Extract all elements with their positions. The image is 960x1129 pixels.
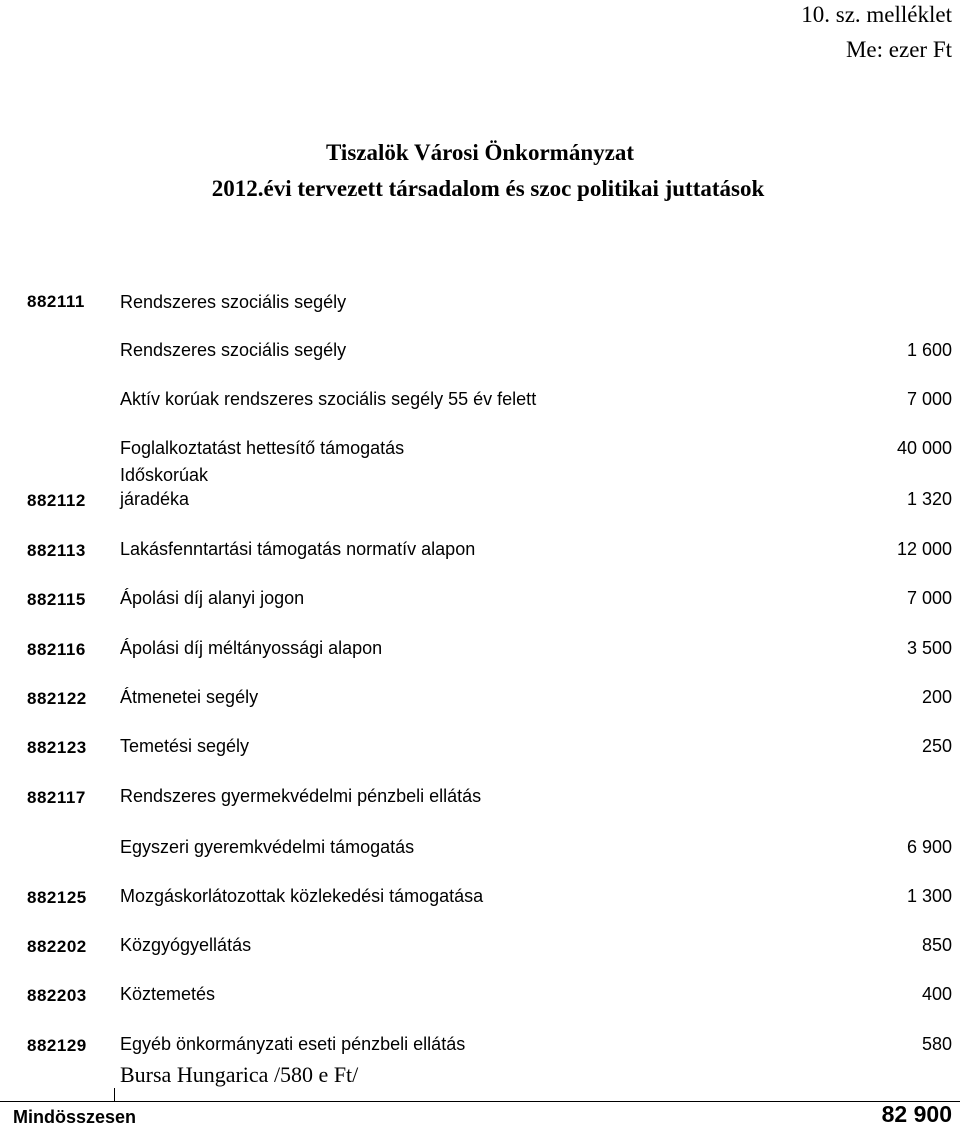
row-code: 882116 <box>27 640 86 659</box>
row-label: járadéka <box>120 489 190 509</box>
page-subtitle: 2012.évi tervezett társadalom és szoc politikai juttatások <box>211 176 765 201</box>
row-code: 882112 <box>27 491 86 510</box>
row-label: Köztemetés <box>120 984 216 1004</box>
row-amount: 7 000 <box>906 389 952 409</box>
row-label: Ápolási díj méltányossági alapon <box>120 638 383 658</box>
row-amount: 12 000 <box>896 539 952 559</box>
row-amount: 580 <box>921 1034 952 1054</box>
row-label: Egyéb önkormányzati eseti pénzbeli ellátás <box>120 1034 466 1054</box>
row-code: 882129 <box>27 1036 87 1055</box>
row-label: Temetési segély <box>120 736 250 756</box>
row-code: 882113 <box>27 541 86 560</box>
page-title: Tiszalök Városi Önkormányzat <box>326 140 634 165</box>
total-divider <box>0 1101 960 1102</box>
total-amount: 82 900 <box>881 1101 952 1127</box>
row-code: 882125 <box>27 888 87 907</box>
row-label: Rendszeres szociális segély <box>120 292 347 312</box>
row-label: Közgyógyellátás <box>120 935 252 955</box>
row-code: 882111 <box>27 292 85 311</box>
row-label: Egyszeri gyeremkvédelmi támogatás <box>120 837 415 857</box>
row-label: Rendszeres gyermekvédelmi pénzbeli ellátás <box>120 786 482 806</box>
row-label: Aktív korúak rendszeres szociális segély 55 év felett <box>120 389 537 409</box>
row-label: Lakásfenntartási támogatás normatív alapon <box>120 539 476 559</box>
row-amount: 850 <box>921 935 952 955</box>
row-label: Ápolási díj alanyi jogon <box>120 588 305 608</box>
row-amount: 40 000 <box>896 438 952 458</box>
row-label: Mozgáskorlátozottak közlekedési támogatása <box>120 886 484 906</box>
row-label: Átmenetei segély <box>120 687 259 707</box>
row-code: 882203 <box>27 986 87 1005</box>
row-code: 882123 <box>27 738 87 757</box>
row-code: 882115 <box>27 590 86 609</box>
row-amount: 1 600 <box>906 340 952 360</box>
row-amount: 7 000 <box>906 588 952 608</box>
row-amount: 3 500 <box>906 638 952 658</box>
column-divider <box>114 1088 115 1101</box>
row-code: 882122 <box>27 689 87 708</box>
row-amount: 400 <box>921 984 952 1004</box>
row-amount: 250 <box>921 736 952 756</box>
bursa-note: Bursa Hungarica /580 e Ft/ <box>120 1062 359 1087</box>
row-amount: 200 <box>921 687 952 707</box>
row-label: Időskorúak <box>120 465 209 485</box>
row-amount: 1 300 <box>906 886 952 906</box>
row-label: Foglalkoztatást hettesítő támogatás <box>120 438 405 458</box>
row-label: Rendszeres szociális segély <box>120 340 347 360</box>
annex-label: 10. sz. melléklet <box>801 2 952 27</box>
row-amount: 1 320 <box>906 489 952 509</box>
row-amount: 6 900 <box>906 837 952 857</box>
row-code: 882202 <box>27 937 87 956</box>
unit-label: Me: ezer Ft <box>845 37 952 62</box>
total-label: Mindösszesen <box>13 1107 137 1127</box>
row-code: 882117 <box>27 788 86 807</box>
